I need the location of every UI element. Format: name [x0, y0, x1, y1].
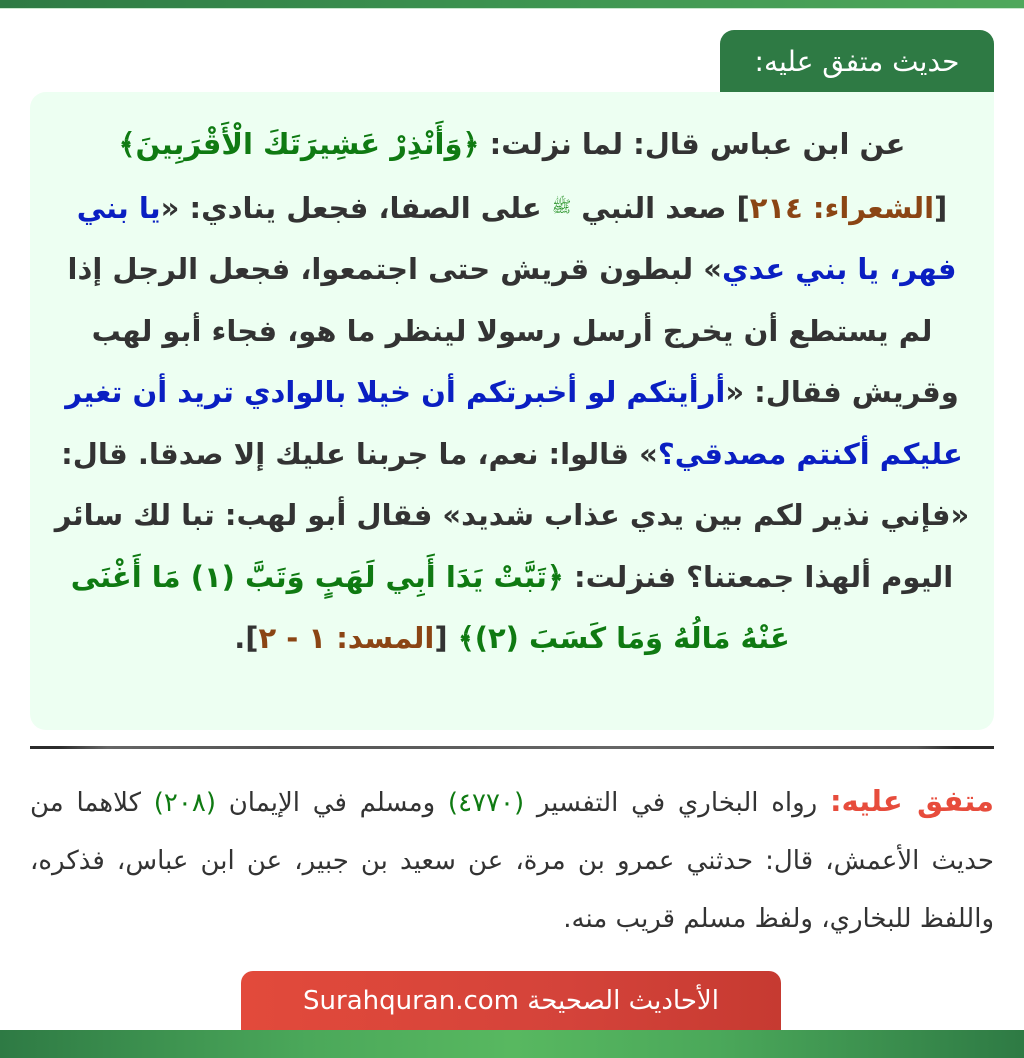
bracket-open-2: [ [434, 621, 458, 655]
pbuh-icon: ﷺ [551, 196, 572, 216]
verse-reference-1: الشعراء: ٢١٤ [749, 190, 935, 225]
hadith-title-tab [720, 30, 994, 92]
bukhari-number: (٤٧٧٠) [447, 788, 525, 818]
section-divider [30, 746, 994, 749]
prophet-question: أرأيتكم لو أخبرتكم أن خيلا بالوادي تريد أن تغير عليكم أكنتم مصدقي؟ [65, 375, 963, 471]
hadith-part-2: صعد النبي [571, 190, 727, 225]
bracket-close-2: ]. [234, 621, 259, 655]
quran-verse-ash-shuara: ﴿وَأَنْذِرْ عَشِيرَتَكَ الْأَقْرَبِينَ﴾ [118, 127, 480, 161]
muslim-number: (٢٠٨) [153, 788, 216, 818]
hadith-body [48, 114, 976, 670]
source-text-1: رواه البخاري في التفسير [524, 788, 830, 818]
hadith-part-4: » لبطون قريش حتى اجتمعوا، فجعل الرجل إذا لم يستطع أن يخرج أرسل رسولا لينظر ما هو، فجاء أبو لهب وقريش فقال: « [67, 252, 959, 409]
verse-reference-2: المسد: ١ - ٢ [258, 621, 435, 655]
bracket-open: [ [934, 190, 948, 225]
quran-verse-al-masad: ﴿تَبَّتْ يَدَا أَبِي لَهَبٍ وَتَبَّ (١) مَا أَغْنَى عَنْهُ مَالُهُ وَمَا كَسَبَ (٢)﴾ [70, 559, 790, 655]
bracket-close: ] [726, 190, 750, 225]
top-decorative-bar [0, 0, 1024, 9]
hadith-text-box [30, 92, 994, 730]
prophet-call: يا بني فهر، يا بني عدي [76, 190, 957, 286]
source-text-3: كلاهما من حديث الأعمش، قال: حدثني عمرو بن مرة، عن سعيد بن جبير، عن ابن عباس، فذكره، واللفظ للبخاري، ولفظ مسلم قريب منه. [30, 788, 994, 934]
hadith-intro: عن ابن عباس قال: لما نزلت: [479, 127, 906, 161]
bottom-decorative-bar [0, 1030, 1024, 1058]
page-title: حديث متفق عليه: [754, 44, 960, 78]
source-text-2: ومسلم في الإيمان [215, 788, 448, 818]
hadith-part-5: » قالوا: نعم، ما جربنا عليك إلا صدقا. قال: «فإني نذير لكم بين يدي عذاب شديد» فقال أبو لهب: تبا لك سائر اليوم ألهذا جمعتنا؟ فنزلت: [54, 436, 970, 594]
hadith-source [30, 772, 994, 948]
hadith-part-3: على الصفا، فجعل ينادي: « [160, 190, 552, 225]
site-badge-label: الأحاديث الصحيحة Surahquran.com [303, 985, 719, 1016]
site-badge [241, 971, 781, 1030]
source-label: متفق عليه: [829, 784, 994, 818]
